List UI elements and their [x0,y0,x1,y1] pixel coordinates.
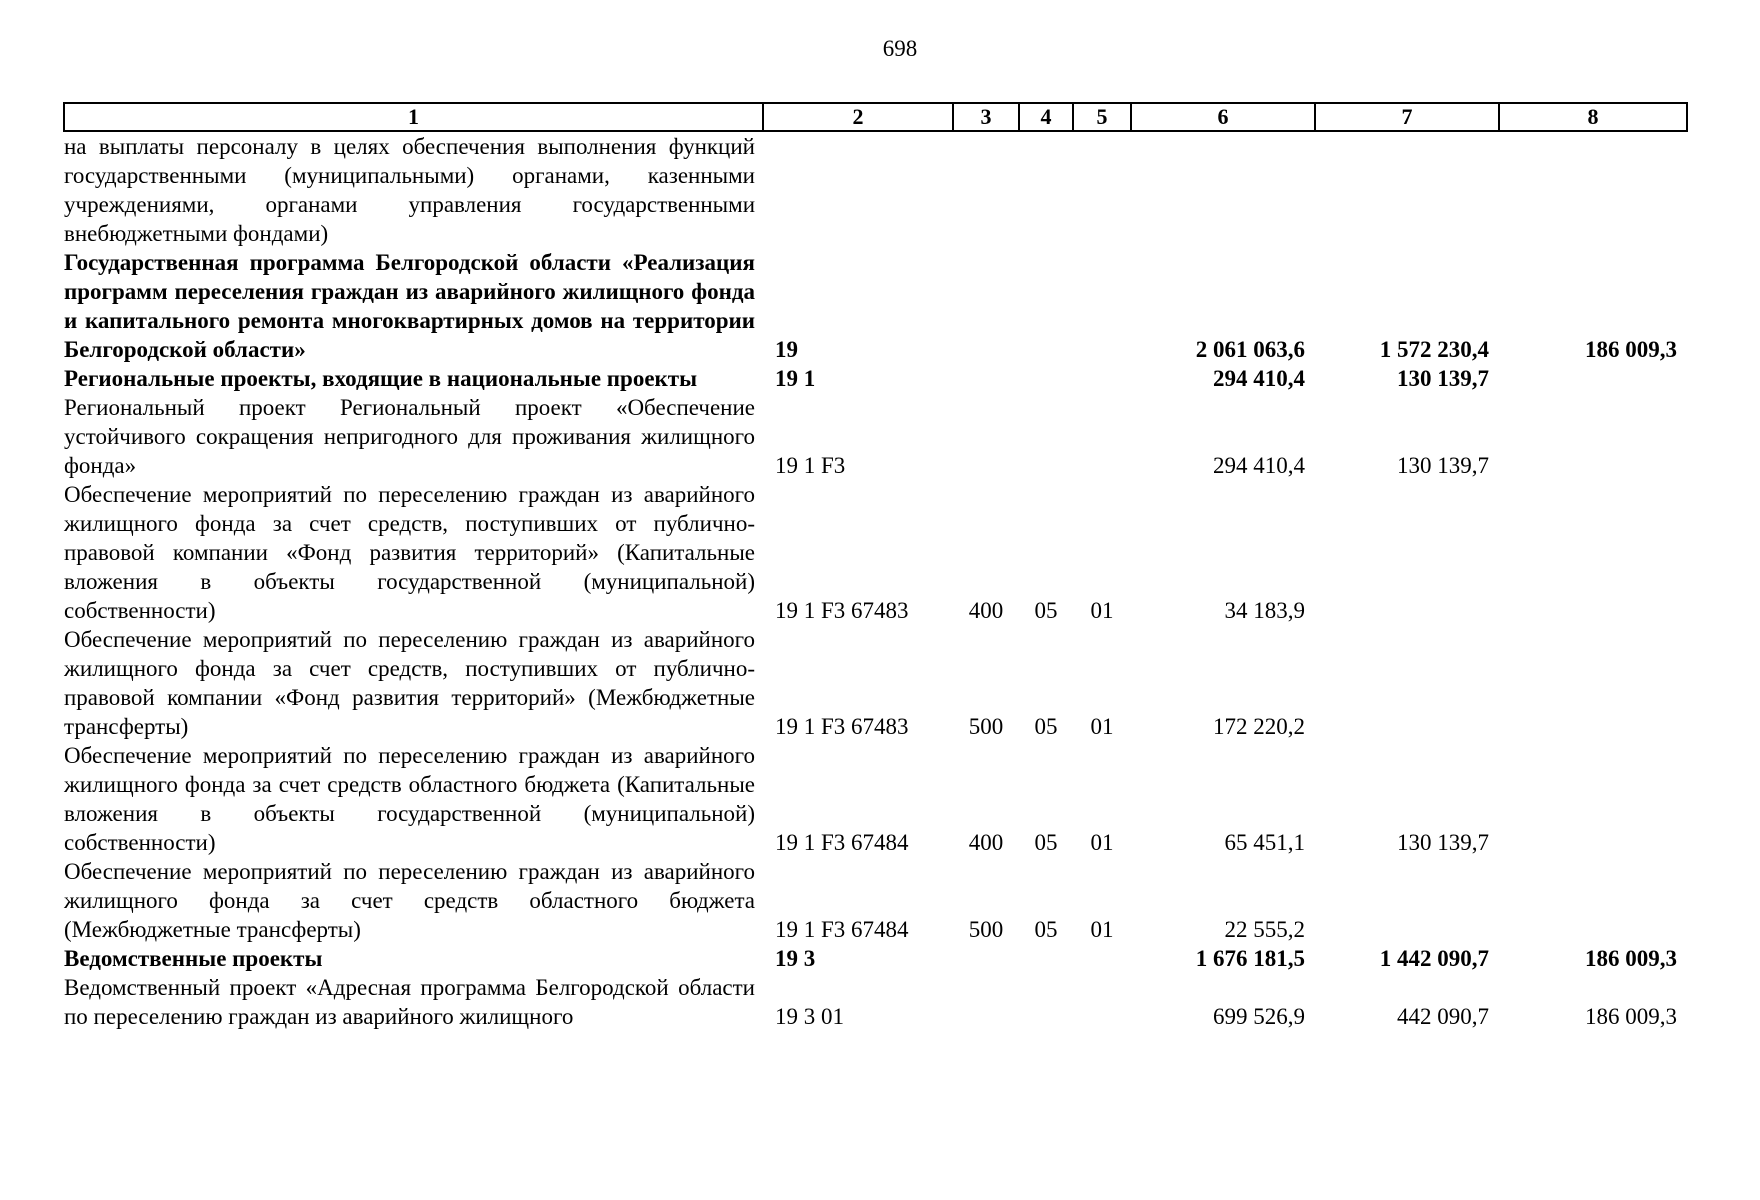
row-col4: 05 [1034,917,1058,942]
row-col8 [1499,741,1687,857]
row-code: 19 1 F3 67484 [775,830,909,855]
column-header-8: 8 [1499,103,1687,131]
table-row [64,364,1687,393]
row-name: Обеспечение мероприятий по переселению граждан из аварийного жилищного фонда за счет средств, поступивших от публично-правовой компании «Фонд развития территорий» (Капитальные вложения в объекты государственной (муниципальной) собственности) [64,482,755,623]
row-col3: 500 [968,917,1004,942]
row-name: Региональные проекты, входящие в национальные проекты [64,366,698,391]
row-col7: 1 442 090,7 [1379,946,1489,971]
row-col3 [953,973,1019,1031]
row-name: Обеспечение мероприятий по переселению граждан из аварийного жилищного фонда за счет средств областного бюджета (Межбюджетные трансферты) [64,859,755,942]
row-col5: 01 [1090,917,1114,942]
row-col7: 1 572 230,4 [1379,337,1489,362]
row-code [763,131,953,248]
row-name: на выплаты персоналу в целях обеспечения выполнения функций государственными (муниципальными) органами, казенными учреждениями, органами управления государственными внебюджетными фондами) [64,134,755,246]
row-code: 19 1 [775,366,816,391]
table-row [64,973,1687,1031]
row-col3 [953,131,1019,248]
row-col3: 400 [968,830,1004,855]
row-col7 [1315,131,1499,248]
table-row [64,857,1687,944]
row-name: Обеспечение мероприятий по переселению граждан из аварийного жилищного фонда за счет средств, поступивших от публично-правовой компании «Фонд развития территорий» (Межбюджетные трансферты) [64,627,755,739]
row-col3 [953,364,1019,393]
row-code: 19 1 F3 [775,453,846,478]
column-header-7: 7 [1315,103,1499,131]
row-col6: 699 526,9 [1213,1004,1305,1029]
row-col7: 130 139,7 [1397,830,1489,855]
row-col5 [1073,973,1131,1031]
column-header-4: 4 [1019,103,1073,131]
row-col8 [1499,393,1687,480]
row-col5: 01 [1090,598,1114,623]
row-col3: 400 [968,598,1004,623]
table-row [64,625,1687,741]
row-col8 [1499,625,1687,741]
row-col3: 500 [968,714,1004,739]
row-col6: 1 676 181,5 [1195,946,1305,971]
row-col6: 2 061 063,6 [1195,337,1305,362]
row-col6: 294 410,4 [1213,453,1305,478]
row-name: Ведомственные проекты [64,946,323,971]
row-col7 [1315,480,1499,625]
row-col8 [1499,480,1687,625]
row-col3 [953,248,1019,364]
row-col4 [1019,131,1073,248]
row-col5: 01 [1090,830,1114,855]
row-col4 [1019,944,1073,973]
row-col4: 05 [1034,714,1058,739]
row-col4 [1019,973,1073,1031]
row-col6: 65 451,1 [1224,830,1305,855]
row-col6: 294 410,4 [1213,366,1305,391]
row-col3 [953,393,1019,480]
row-col7: 442 090,7 [1397,1004,1489,1029]
row-col6: 172 220,2 [1213,714,1305,739]
budget-table [63,102,1688,1031]
row-code: 19 [775,337,798,362]
table-row [64,944,1687,973]
row-col5 [1073,248,1131,364]
table-row [64,393,1687,480]
row-col5 [1073,393,1131,480]
row-col6: 34 183,9 [1224,598,1305,623]
row-col8: 186 009,3 [1585,946,1677,971]
row-col5: 01 [1090,714,1114,739]
row-col5 [1073,364,1131,393]
row-name: Обеспечение мероприятий по переселению граждан из аварийного жилищного фонда за счет средств областного бюджета (Капитальные вложения в объекты государственной (муниципальной) собственности) [64,743,755,855]
row-col3 [953,944,1019,973]
row-col7 [1315,625,1499,741]
table-row [64,248,1687,364]
row-name: Государственная программа Белгородской области «Реализация программ переселения граждан из аварийного жилищного фонда и капитального ремонта многоквартирных домов на территории Белгородской области» [64,250,755,362]
row-col7 [1315,857,1499,944]
row-col7: 130 139,7 [1397,453,1489,478]
row-code: 19 3 01 [775,1004,844,1029]
page-number: 698 [882,36,918,61]
row-col4 [1019,393,1073,480]
row-col5 [1073,131,1131,248]
column-header-1: 1 [64,103,763,131]
column-header-2: 2 [763,103,953,131]
row-col4 [1019,364,1073,393]
row-col4: 05 [1034,598,1058,623]
row-col4: 05 [1034,830,1058,855]
row-col4 [1019,248,1073,364]
row-col8 [1499,364,1687,393]
row-col8: 186 009,3 [1585,1004,1677,1029]
column-header-6: 6 [1131,103,1315,131]
table-row [64,480,1687,625]
row-col8: 186 009,3 [1585,337,1677,362]
row-col7: 130 139,7 [1397,366,1489,391]
row-code: 19 1 F3 67483 [775,598,909,623]
row-name: Региональный проект Региональный проект «Обеспечение устойчивого сокращения непригодного для проживания жилищного фонда» [64,395,755,478]
row-col8 [1499,857,1687,944]
column-header-3: 3 [953,103,1019,131]
row-col6: 22 555,2 [1224,917,1305,942]
column-header-5: 5 [1073,103,1131,131]
row-code: 19 3 [775,946,816,971]
row-name: Ведомственный проект «Адресная программа Белгородской области по переселению граждан из аварийного жилищного [64,975,755,1029]
row-col8 [1499,131,1687,248]
row-col5 [1073,944,1131,973]
column-number-row [64,103,1687,131]
table-row [64,741,1687,857]
row-code: 19 1 F3 67483 [775,714,909,739]
row-col6 [1131,131,1315,248]
row-code: 19 1 F3 67484 [775,917,909,942]
table-row [64,131,1687,248]
